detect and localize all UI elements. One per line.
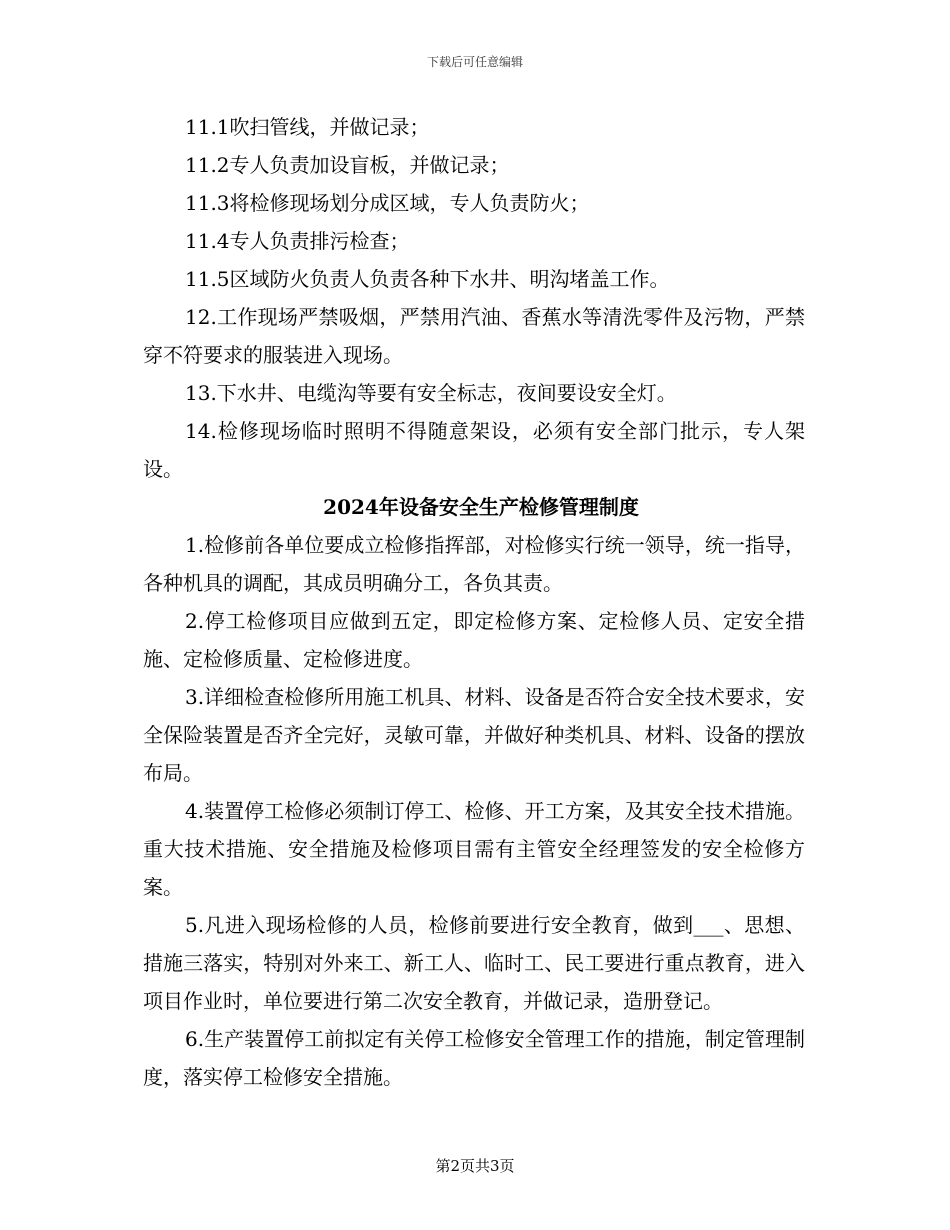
document-body xyxy=(143,108,805,1096)
list-item: 2.停工检修项目应做到五定，即定检修方案、定检修人员、定安全措施、定检修质量、定检修进度。 xyxy=(143,609,805,671)
list-item: 11.3将检修现场划分成区域，专人负责防火； xyxy=(185,191,590,215)
list-item: 13.下水井、电缆沟等要有安全标志，夜间要设安全灯。 xyxy=(185,381,677,405)
list-item: 11.2专人负责加设盲板，并做记录； xyxy=(185,153,510,177)
list-item: 11.4专人负责排污检查； xyxy=(185,229,410,253)
page-number: 第2页共3页 xyxy=(435,1157,515,1175)
list-item: 5.凡进入现场检修的人员，检修前要进行安全教育，做到___、思想、措施三落实，特别对外来工、新工人、临时工、民工要进行重点教育，进入项目作业时，单位要进行第二次安全教育，并做记录，造册登记。 xyxy=(143,913,805,1013)
list-item: 6.生产装置停工前拟定有关停工检修安全管理工作的措施，制定管理制度，落实停工检修安全措施。 xyxy=(143,1027,805,1089)
list-item: 11.5区域防火负责人负责各种下水井、明沟堵盖工作。 xyxy=(185,267,670,291)
list-item: 12.工作现场严禁吸烟，严禁用汽油、香蕉水等清洗零件及污物，严禁穿不符要求的服装进入现场。 xyxy=(143,305,805,367)
list-item: 4.装置停工检修必须制订停工、检修、开工方案，及其安全技术措施。重大技术措施、安全措施及检修项目需有主管安全经理签发的安全检修方案。 xyxy=(143,799,805,899)
list-item: 14.检修现场临时照明不得随意架设，必须有安全部门批示，专人架设。 xyxy=(143,419,805,481)
section-title: 2024年设备安全生产检修管理制度 xyxy=(323,495,639,519)
list-item: 3.详细检查检修所用施工机具、材料、设备是否符合安全技术要求，安全保险装置是否齐全完好，灵敏可靠，并做好种类机具、材料、设备的摆放布局。 xyxy=(143,685,805,785)
list-item: 11.1吹扫管线，并做记录； xyxy=(185,115,430,139)
list-item: 1.检修前各单位要成立检修指挥部，对检修实行统一领导，统一指导，各种机具的调配，其成员明确分工，各负其责。 xyxy=(143,533,805,595)
page-header-note: 下载后可任意编辑 xyxy=(426,55,523,69)
